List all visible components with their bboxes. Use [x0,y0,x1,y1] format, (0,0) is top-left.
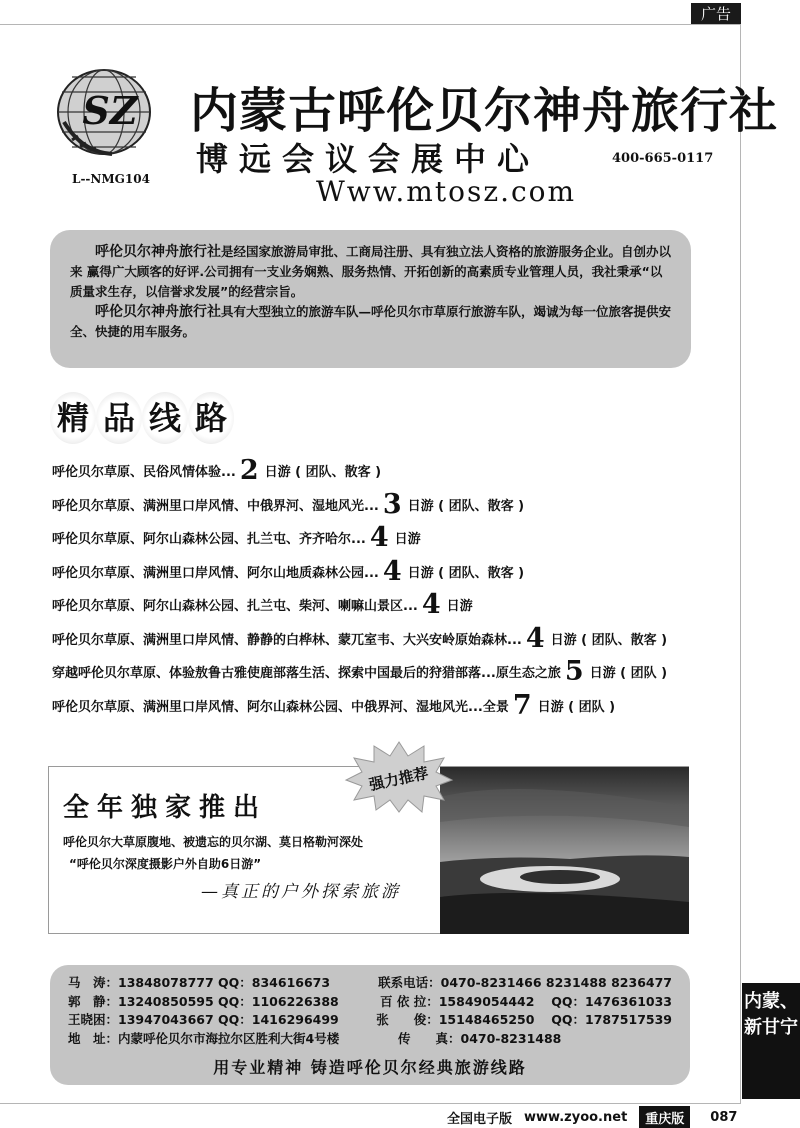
route-suffix: 日游 ( 团队、散客 ) [550,632,668,648]
contact-right: 百 依 拉：15849054442 QQ：1476361033 [380,993,672,1009]
contact-left: 马 涛：13848078777 QQ：834616673 [68,975,331,991]
route-days: 5 [564,656,584,688]
region-tab-line-1: 内蒙、 [744,991,798,1012]
route-text: 呼伦贝尔草原、满洲里口岸风情、阿尔山地质森林公园... [52,565,379,581]
contact-slogan: 用专业精神 铸造呼伦贝尔经典旅游线路 [213,1058,527,1077]
landscape-photo [440,767,689,934]
route-days: 7 [512,689,532,721]
intro-body-2: 具有大型独立的旅游车队—呼伦贝尔市草原行旅游车队，竭诚为每一位旅客提供安全、快捷的用车服务。 [70,304,672,339]
license-number: L--NMG104 [72,172,150,186]
promo-tour-name: “呼伦贝尔深度摄影户外自助6日游” [69,857,262,871]
contact-row [68,1010,672,1029]
website-url[interactable]: Www.mtosz.com [316,175,577,208]
route-suffix: 日游 ( 团队、散客 ) [264,465,382,481]
region-tab-line-2: 新甘宁 [744,1017,798,1038]
route-days: 4 [421,589,441,621]
list-item [52,655,742,689]
route-days: 4 [369,522,389,554]
route-suffix: 日游 ( 团队 ) [589,666,668,682]
contact-row [68,1029,672,1048]
contact-panel [50,965,690,1085]
title-char: 线 [142,392,188,444]
ad-tag: 广告 [691,3,741,25]
list-item [52,588,742,622]
route-suffix: 日游 ( 团队、散客 ) [407,565,525,581]
contact-row [68,992,672,1011]
company-title: 内蒙古呼伦贝尔神舟旅行社 [190,83,779,139]
list-item [52,689,742,723]
route-days: 4 [382,555,402,587]
promo-title: 全年独家推出 [63,793,268,823]
route-text: 穿越呼伦贝尔草原、体验敖鲁古雅使鹿部落生活、探索中国最后的狩猎部落...原生态之旅 [52,666,561,682]
contact-right: 传 真：0470-8231488 [398,1030,562,1046]
route-text: 呼伦贝尔草原、阿尔山森林公园、扎兰屯、柴河、喇嘛山景区... [52,599,418,615]
list-item [52,521,742,555]
intro-lead-2: 呼伦贝尔神舟旅行社 [95,304,221,320]
contact-right: 张 俊：15148465250 QQ：1787517539 [376,1012,672,1028]
intro-lead-1: 呼伦贝尔神舟旅行社 [95,244,221,260]
region-tab[interactable] [742,983,800,1099]
company-subtitle: 博远会议会展中心 [196,140,541,178]
route-suffix: 日游 ( 团队、散客 ) [407,498,525,514]
title-char: 精 [50,392,96,444]
route-text: 呼伦贝尔草原、满洲里口岸风情、阿尔山森林公园、中俄界河、湿地风光...全景 [52,699,509,715]
contact-right: 联系电话：0470-8231466 8231488 8236477 [378,975,672,991]
list-item [52,622,742,656]
routes-list [52,454,742,722]
contact-row [68,973,672,992]
route-suffix: 日游 ( 团队 ) [537,699,616,715]
route-suffix: 日游 [446,599,473,615]
route-days: 3 [382,488,402,520]
intro-paragraph-1 [70,242,671,302]
globe-logo-icon [52,62,170,162]
title-char: 品 [96,392,142,444]
route-text: 呼伦贝尔草原、民俗风情体验... [52,465,236,481]
route-suffix: 日游 [394,532,421,548]
footer-edition: 全国电子版 [447,1111,513,1127]
page-number: 087 [710,1109,738,1125]
promo-description: 呼伦贝尔大草原腹地、被遗忘的贝尔湖、莫日格勒河深处 [63,835,364,849]
page-footer [441,1106,737,1128]
list-item [52,555,742,589]
route-text: 呼伦贝尔草原、满洲里口岸风情、静静的白桦林、蒙兀室韦、大兴安岭原始森林... [52,632,522,648]
contact-left: 郭 静：13240850595 QQ：1106226388 [68,993,339,1009]
routes-section-title [50,392,234,448]
intro-panel [50,230,691,368]
badge-text: 强力推荐 [367,763,431,795]
route-days: 2 [239,455,259,487]
footer-edition-badge: 重庆版 [639,1106,690,1128]
list-item [52,488,742,522]
contact-left: 地 址：内蒙呼伦贝尔市海拉尔区胜利大街4号楼 [68,1030,340,1046]
logo-text: SZ [82,88,138,133]
route-text: 呼伦贝尔草原、满洲里口岸风情、中俄界河、湿地风光... [52,498,379,514]
recommend-badge [344,740,454,814]
title-char: 路 [188,392,234,444]
contact-left: 王晓困：13947043667 QQ：1416296499 [68,1012,339,1028]
route-days: 4 [525,622,545,654]
intro-paragraph-2 [70,302,671,342]
footer-site-link[interactable]: www.zyoo.net [524,1109,628,1125]
hotline-phone: 400-665-0117 [612,151,714,166]
intro-body-1: 是经国家旅游局审批、工商局注册、具有独立法人资格的旅游服务企业。自创办以来 赢得广大顾客的好评.公司拥有一支业务娴熟、服务热情、开拓创新的高素质专业管理人员，我社秉承“以质量求生存，以信誉求发展”的经营宗旨。 [70,244,672,299]
promo-slogan: —真正的户外探索旅游 [201,882,401,902]
list-item [52,454,742,488]
route-text: 呼伦贝尔草原、阿尔山森林公园、扎兰屯、齐齐哈尔... [52,532,366,548]
